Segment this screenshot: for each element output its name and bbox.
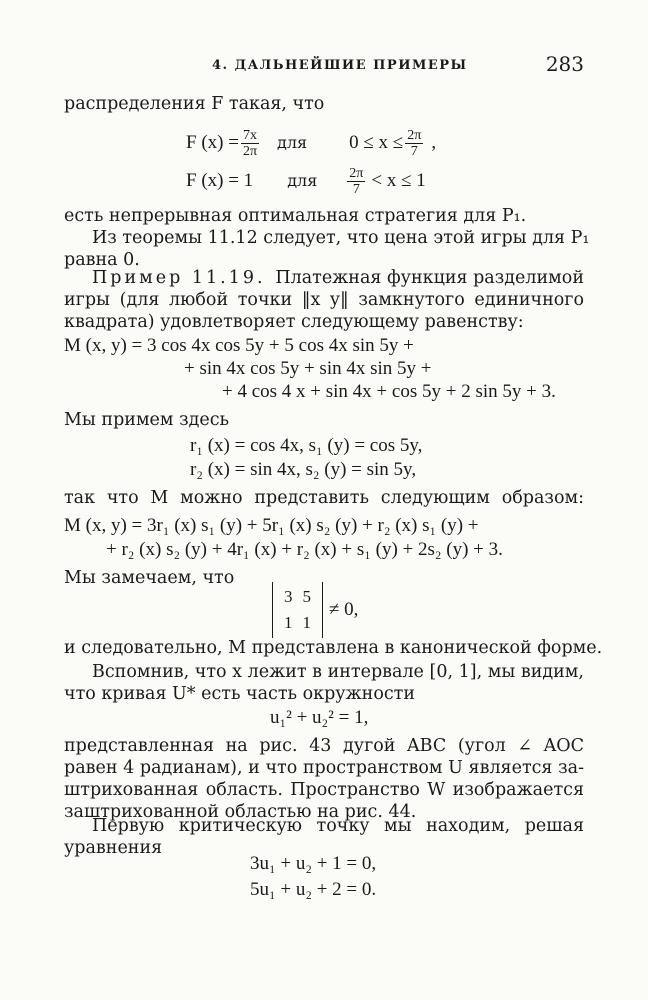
equation-m2-line1: M (x, y) = 3r₁ (x) s₁ (y) + 5r₁ (x) s₂ (y) + r₂ (x) s₁ (y) + [64, 515, 479, 536]
running-title: 4. ДАЛЬНЕЙШИЕ ПРИМЕРЫ [212, 58, 468, 73]
equation-m1-line1: M (x, y) = 3 cos 4x cos 5y + 5 cos 4x sin 5y + [64, 335, 414, 356]
paragraph-line: Мы примем здесь [64, 410, 230, 430]
matrix-cell: 3 [284, 587, 293, 606]
paragraph-line: Мы замечаем, что [64, 568, 235, 588]
fraction-denominator: 7 [352, 181, 360, 197]
definition-line-2: r₂ (x) = sin 4x, s₂ (y) = sin 5y, [190, 459, 417, 480]
paragraph-line: игры (для любой точки ‖x y‖ замкнутого единичного [64, 290, 584, 310]
system-equation-2: 5u₁ + u₂ + 2 = 0. [250, 879, 377, 900]
page-number: 283 [545, 52, 584, 76]
equation-m2-line2: + r₂ (x) s₂ (y) + 4r₁ (x) + r₂ (x) + s₁ (y) + 2s₂ (y) + 3. [106, 539, 503, 560]
formula-f2 [186, 164, 546, 198]
formula-f1-fraction [241, 128, 259, 159]
formula-f1-lhs: F (x) = [186, 132, 239, 153]
equation-m1-line3: + 4 cos 4 x + sin 4x + cos 5y + 2 sin 5y + 3. [222, 381, 556, 402]
paragraph-line: равна 0. [64, 250, 140, 270]
formula-f1-condition: 0 ≤ x ≤ [349, 132, 404, 153]
paragraph-line: штрихованная область. Пространство W изображается [64, 780, 584, 800]
determinant-matrix [272, 582, 323, 638]
formula-f2-word: для [287, 171, 318, 190]
equation-m1-line2: + sin 4x cos 5y + sin 4x sin 5y + [184, 358, 432, 379]
example-label: Пример 11.19. [92, 268, 266, 288]
paragraph-line: и следовательно, M представлена в канонической форме. [64, 638, 603, 658]
fraction-denominator: 2π [242, 143, 258, 159]
matrix-cell: 5 [302, 587, 311, 606]
formula-f1-cond-fraction [405, 128, 423, 159]
fraction-numerator: 2π [407, 127, 422, 143]
paragraph-line: уравнения [64, 838, 163, 858]
formula-f1-comma: , [431, 132, 437, 153]
formula-f2-cond-fraction [347, 166, 365, 197]
paragraph-line: Вспомнив, что x лежит в интервале [0, 1], мы видим, [92, 662, 584, 682]
fraction-denominator: 7 [410, 143, 418, 159]
fraction-numerator: 7x [242, 127, 257, 143]
paragraph-line: квадрата) удовлетворяет следующему равенству: [64, 312, 524, 332]
determinant-tail: ≠ 0, [329, 599, 359, 620]
paragraph-line: так что M можно представить следующим образом: [64, 488, 584, 508]
example-text: Платежная функция разделимой [275, 268, 584, 288]
formula-f1 [186, 126, 546, 160]
paragraph-line: что кривая U* есть часть окружности [64, 684, 416, 704]
paragraph-line: Из теоремы 11.12 следует, что цена этой игры для P₁ [92, 228, 590, 248]
paragraph-line: представленная на рис. 43 дугой ABC (угол ∠ AOC [64, 736, 584, 756]
circle-equation: u₁² + u₂² = 1, [270, 707, 369, 728]
paragraph-line: распределения F такая, что [64, 94, 325, 114]
page-header [64, 52, 584, 82]
formula-f2-condition: < x ≤ 1 [371, 170, 426, 191]
paragraph-line: есть непрерывная оптимальная стратегия для P₁. [64, 206, 527, 226]
determinant [272, 582, 472, 638]
formula-f1-word: для [277, 133, 308, 152]
fraction-numerator: 2π [349, 165, 364, 181]
paragraph-line: Первую критическую точку мы находим, решая [92, 816, 584, 836]
matrix-cell: 1 [302, 613, 311, 632]
formula-f2-lhs: F (x) = 1 [186, 170, 254, 191]
paragraph-line: заштрихованной областью на рис. 44. [64, 802, 417, 822]
paragraph-line: равен 4 радианам), и что пространством U является за- [64, 758, 584, 778]
system-equation-1: 3u₁ + u₂ + 1 = 0, [250, 853, 377, 874]
example-heading-line [92, 266, 584, 290]
matrix-cell: 1 [284, 613, 293, 632]
definition-line-1: r₁ (x) = cos 4x, s₁ (y) = cos 5y, [190, 435, 423, 456]
